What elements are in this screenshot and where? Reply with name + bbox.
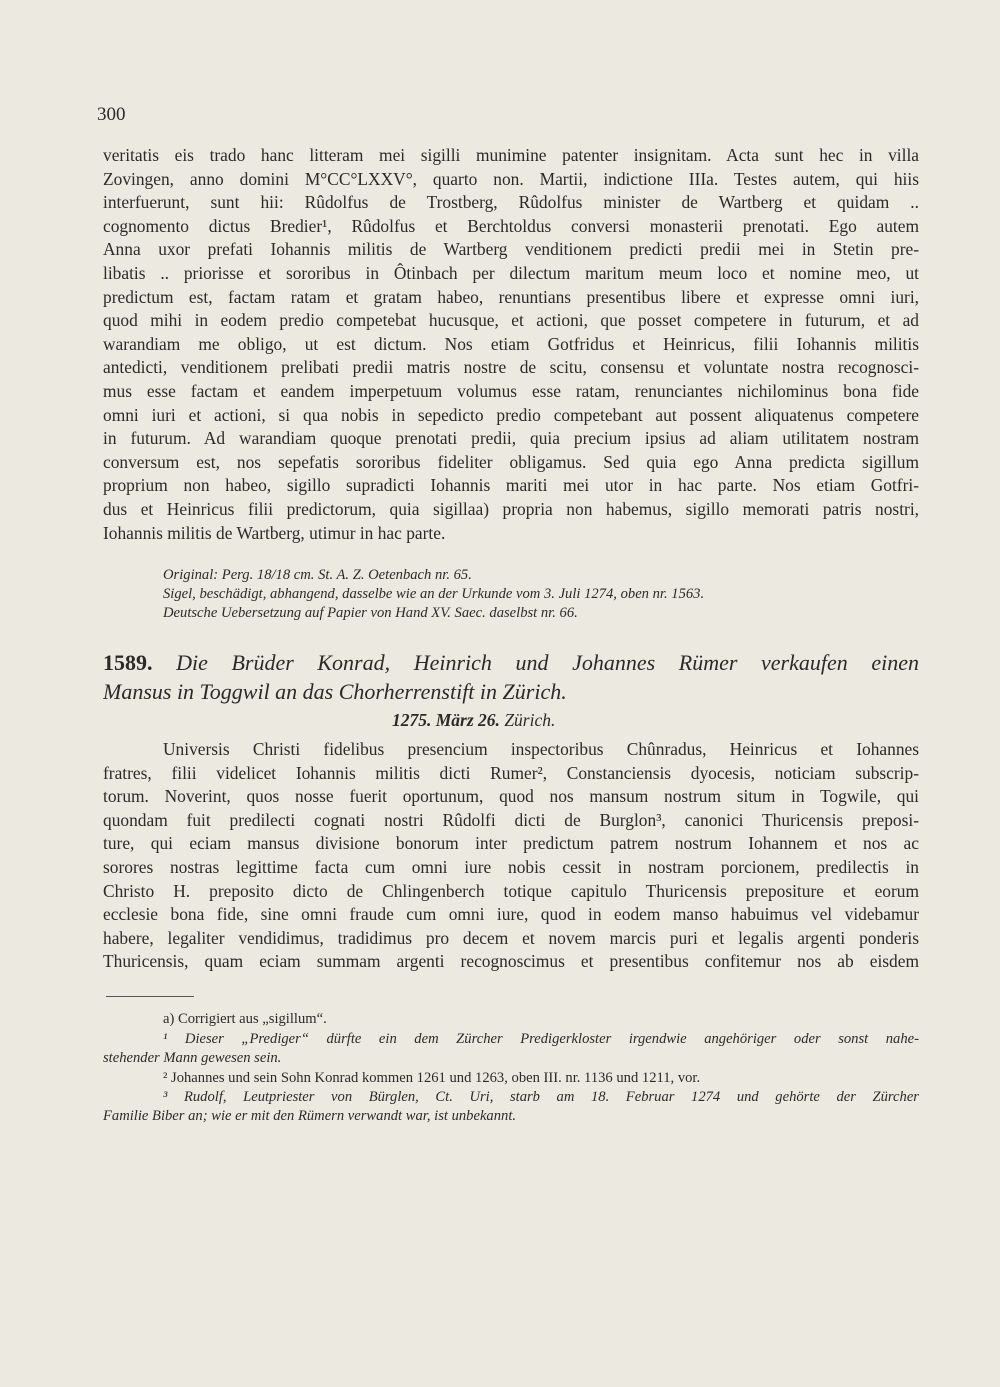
charter-number: 1589. [103,650,153,675]
footnote-2: ² Johannes und sein Sohn Konrad kommen 1261 und 1263, oben III. nr. 1136 und 1211, vor. [163,1070,701,1086]
page-number: 300 [97,104,126,125]
text-line: warandiam me obligo, ut est dictum. Nos etiam Gotfridus et Heinricus, filii Iohannis militis [103,333,919,354]
text-line: conversum est, nos sepefatis sororibus fideliter obligamus. Sed quia ego Anna predicta sigillum [103,451,919,472]
text-line: sorores nostras legittime facta cum omni iure nobis cessit in nostram porcionem, predilectis in [103,856,919,877]
charter-place: Zürich. [504,710,556,730]
text-line: veritatis eis trado hanc litteram mei sigilli munimine patenter insignitam. Acta sunt hec in villa [103,145,919,165]
footnote-3-line1: ³ Rudolf, Leutpriester von Bürglen, Ct. Uri, starb am 18. Februar 1274 und gehörte der Zürcher [163,1089,919,1105]
text-line: fratres, filii videlicet Iohannis militis dicti Rumer², Constanciensis dyocesis, noticiam subscrip- [103,762,919,783]
text-line: ture, qui eciam mansus divisione bonorum inter predictum patrem nostrum Iohannem et nos ac [103,833,919,854]
text-line: Christo H. preposito dicto de Chlingenberch totique capitulo Thuricensis prepositure et eorum [103,880,919,901]
footnote-1-line1: ¹ Dieser „Prediger“ dürfte ein dem Zürcher Predigerkloster irgendwie angehöriger oder sonst nahe- [163,1031,919,1047]
text-line: omni iuri et actioni, si qua nobis in sepedicto predio competebant aut possent aliquatenus competere [103,404,919,425]
footnote-1-line2: stehender Mann gewesen sein. [103,1050,282,1067]
text-line: Iohannis militis de Wartberg, utimur in hac parte. [103,522,446,543]
text-line: ecclesie bona fide, sine omni fraude cum omni iure, quod in eodem manso habuimus vel videbamur [103,904,919,925]
text-line: quondam fuit predilecti cognati nostri Rûdolfi dicti de Burglon³, canonici Thuricensis preposi- [103,809,919,830]
document-1589-text [103,738,919,974]
charter-dateline [392,710,555,731]
footnote-a: a) Corrigiert aus „sigillum“. [163,1011,327,1027]
text-line: Universis Christi fidelibus presencium inspectoribus Chûnradus, Heinricus et Iohannes [163,739,919,759]
charter-title-line1: Die Brüder Konrad, Heinrich und Johannes Rümer verkaufen einen [176,650,919,675]
text-line: in futurum. Ad warandiam quoque prenotati predii, quia precium ipsius ad aliam utilitatem nostram [103,428,919,449]
text-line: libatis .. priorisse et sororibus in Ôtinbach per dilectum maritum meum loco et nomine meo, ut [103,262,919,283]
footnote-rule [106,996,194,997]
charter-heading [103,648,919,706]
charter-title-line2: Mansus in Toggwil an das Chorherrenstift in Zürich. [103,679,567,704]
text-line: Thuricensis, quam eciam summam argenti recognoscimus et presentibus confitemur nos ab eisdem [103,951,919,972]
text-line: quod mihi in eodem predio competebat hucusque, et actioni, que posset competere in futurum, et ad [103,310,919,331]
text-line: torum. Noverint, quos nosse fuerit oportunum, quod nos mansum nostrum situm in Togwile, qui [103,786,919,807]
footnote-1 [103,1030,919,1069]
charter-date: 1275. März 26. [392,710,500,730]
text-line: habere, legaliter vendidimus, tradidimus pro decem et novem marcis puri et legalis argenti ponderis [103,927,919,948]
text-line: mus esse factam et eandem imperpetuum volumus esse ratam, renunciantes nichilominus bona fide [103,380,919,401]
source-note-seal: Sigel, beschädigt, abhangend, dasselbe wie an der Urkunde vom 3. Juli 1274, oben nr. 1563. [163,586,705,602]
footnote-3-line2: Familie Biber an; wie er mit den Rümern verwandt war, ist unbekannt. [103,1108,517,1125]
text-line: Anna uxor prefati Iohannis militis de Wartberg venditionem predicti predii mei in Stetin pre- [103,239,919,260]
text-line: cognomento dictus Bredier¹, Rûdolfus et Berchtoldus conversi monasterii prenotati. Ego autem [103,215,919,236]
footnote-3 [103,1088,919,1127]
text-line: Zovingen, anno domini M°CC°LXXV°, quarto non. Martii, indictione IIIa. Testes autem, qui hiis [103,168,919,189]
text-line: predictum est, factam ratam et gratam habeo, renuntians presentibus libere et expresse omni iuri, [103,286,919,307]
text-line: proprium non habeo, sigillo supradicti Iohannis mariti mei utor in hac parte. Nos etiam Gotfri- [103,475,919,496]
text-line: interfuerunt, sunt hii: Rûdolfus de Trostberg, Rûdolfus minister de Wartberg et quidam .. [103,192,919,213]
text-line: dus et Heinricus filii predictorum, quia sigillaa) propria non habemus, sigillo memorati patris nostri, [103,498,919,519]
source-note-translation: Deutsche Uebersetzung auf Papier von Hand XV. Saec. daselbst nr. 66. [163,605,578,621]
source-note-original: Original: Perg. 18/18 cm. St. A. Z. Oetenbach nr. 65. [163,567,472,583]
document-1589-prev-text [103,144,919,545]
text-line: antedicti, venditionem prelibati predii matris nostre de scitu, consensu et voluntate nostra recognosci- [103,357,919,378]
